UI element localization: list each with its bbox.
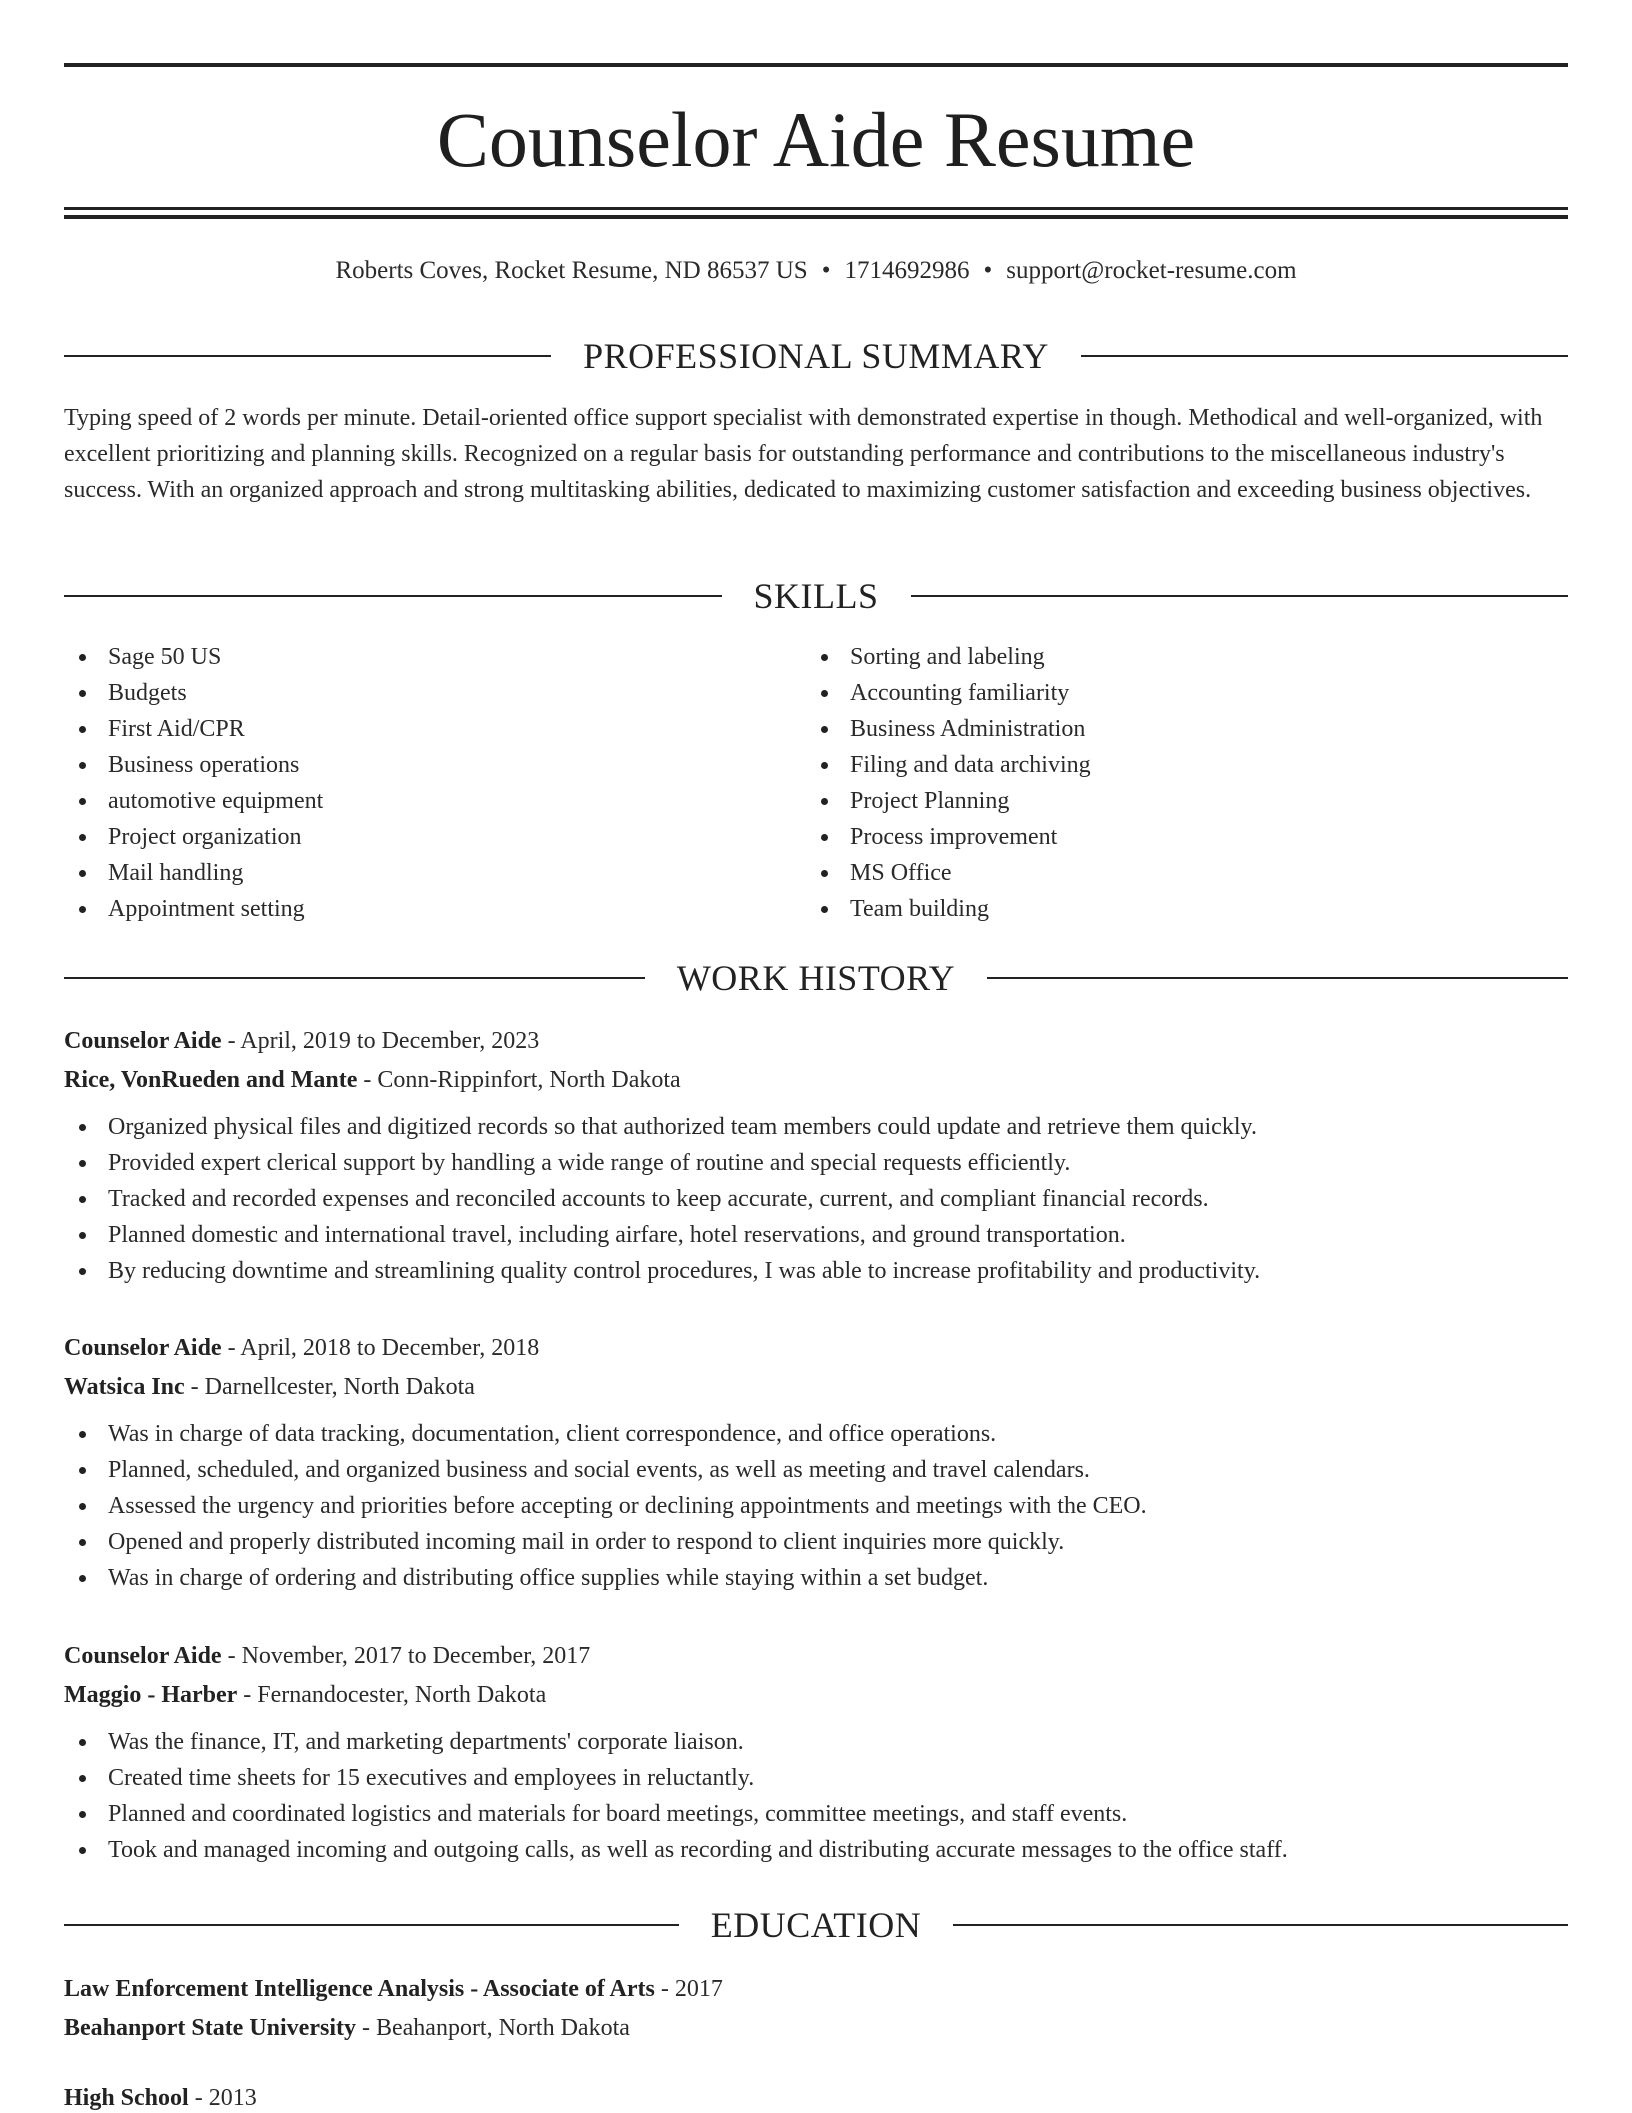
education-entry	[64, 1974, 1568, 2043]
job-location: - Conn-Rippinfort, North Dakota	[357, 1067, 681, 1093]
job-title-line	[64, 1333, 1568, 1363]
job-bullet: Took and managed incoming and outgoing calls, as well as recording and distributing accurate messages to the office staff.	[64, 1832, 1568, 1868]
education-school: Beahanport State University	[64, 2015, 356, 2041]
section-title-work-history: WORK HISTORY	[676, 958, 956, 998]
heading-rule-left	[64, 355, 551, 357]
skill-item: Project organization	[64, 819, 804, 855]
section-title-education: EDUCATION	[710, 1905, 922, 1945]
job-dates: - April, 2019 to December, 2023	[221, 1028, 540, 1054]
education-entry	[64, 2083, 1568, 2113]
section-heading-summary	[64, 336, 1568, 376]
education-year: - 2017	[654, 1976, 723, 2002]
job-bullet: Planned domestic and international travel, including airfare, hotel reservations, and ground transportation.	[64, 1217, 1568, 1253]
contact-line	[64, 254, 1568, 288]
job-title-line	[64, 1026, 1568, 1056]
job-company: Maggio - Harber	[64, 1682, 238, 1708]
job-location: - Darnellcester, North Dakota	[184, 1374, 475, 1400]
contact-email: support@rocket-resume.com	[1006, 257, 1297, 284]
skill-item: Project Planning	[806, 783, 1546, 819]
contact-address: Roberts Coves, Rocket Resume, ND 86537 US	[335, 257, 808, 284]
job-entry	[64, 1641, 1568, 1868]
skill-item: Business operations	[64, 747, 804, 783]
heading-rule-left	[64, 1924, 679, 1926]
resume-title: Counselor Aide Resume	[436, 96, 1196, 183]
education-degree: Law Enforcement Intelligence Analysis - Associate of Arts	[64, 1976, 655, 2002]
title-rule-lower	[64, 215, 1568, 219]
job-bullet: Was in charge of data tracking, documentation, client correspondence, and office operations.	[64, 1416, 1568, 1452]
skill-item: Budgets	[64, 675, 804, 711]
job-bullet: By reducing downtime and streamlining quality control procedures, I was able to increase profitability and productivity.	[64, 1253, 1568, 1289]
professional-summary-text: Typing speed of 2 words per minute. Detail-oriented office support specialist with demonstrated expertise in though. Methodical and well-organized, with excellent prioritizing and planning skills. Recognized on a regular basis for outstanding performance and contributions to the miscellaneous industry's success. With an organized approach and strong multitasking abilities, dedicated to maximizing customer satisfaction and exceeding business objectives.	[64, 405, 1543, 503]
heading-rule-left	[64, 977, 645, 979]
skill-item: automotive equipment	[64, 783, 804, 819]
education-school-line	[64, 2013, 1568, 2043]
job-bullet: Organized physical files and digitized records so that authorized team members could update and retrieve them quickly.	[64, 1109, 1568, 1145]
job-title: Counselor Aide	[64, 1028, 222, 1054]
section-heading-work-history	[64, 958, 1568, 998]
top-rule	[64, 63, 1568, 67]
skill-item: Team building	[806, 891, 1546, 927]
job-location: - Fernandocester, North Dakota	[237, 1682, 547, 1708]
skill-item: Sage 50 US	[64, 639, 804, 675]
skill-item: First Aid/CPR	[64, 711, 804, 747]
contact-separator: •	[821, 257, 831, 284]
job-company-line	[64, 1065, 1568, 1095]
job-bullets	[64, 1724, 1568, 1868]
job-bullet: Tracked and recorded expenses and reconciled accounts to keep accurate, current, and compliant financial records.	[64, 1181, 1568, 1217]
education-year: - 2013	[188, 2085, 257, 2111]
job-company-line	[64, 1680, 1568, 1710]
heading-rule-right	[911, 595, 1569, 597]
skills-list-left	[64, 639, 804, 927]
job-entry	[64, 1026, 1568, 1289]
job-bullet: Was in charge of ordering and distributing office supplies while staying within a set budget.	[64, 1560, 1568, 1596]
title-rule-upper	[64, 207, 1568, 210]
job-title: Counselor Aide	[64, 1335, 222, 1361]
skill-item: Sorting and labeling	[806, 639, 1546, 675]
job-bullet: Provided expert clerical support by handling a wide range of routine and special requests efficiently.	[64, 1145, 1568, 1181]
job-title: Counselor Aide	[64, 1643, 222, 1669]
section-title-skills: SKILLS	[753, 576, 879, 616]
skill-item: MS Office	[806, 855, 1546, 891]
job-title-line	[64, 1641, 1568, 1671]
job-company: Rice, VonRueden and Mante	[64, 1067, 358, 1093]
heading-rule-left	[64, 595, 722, 597]
job-bullet: Planned and coordinated logistics and materials for board meetings, committee meetings, and staff events.	[64, 1796, 1568, 1832]
job-bullets	[64, 1416, 1568, 1596]
contact-separator: •	[983, 257, 993, 284]
education-degree-line	[64, 1974, 1568, 2004]
skill-item: Process improvement	[806, 819, 1546, 855]
job-dates: - April, 2018 to December, 2018	[221, 1335, 540, 1361]
job-company: Watsica Inc	[64, 1374, 185, 1400]
skill-item: Mail handling	[64, 855, 804, 891]
job-bullet: Created time sheets for 15 executives and employees in reluctantly.	[64, 1760, 1568, 1796]
contact-phone: 1714692986	[844, 257, 970, 284]
education-location: - Beahanport, North Dakota	[355, 2015, 630, 2041]
heading-rule-right	[953, 1924, 1568, 1926]
skill-item: Filing and data archiving	[806, 747, 1546, 783]
education-degree: High School	[64, 2085, 189, 2111]
section-heading-education	[64, 1905, 1568, 1945]
skill-item: Business Administration	[806, 711, 1546, 747]
job-dates: - November, 2017 to December, 2017	[221, 1643, 591, 1669]
job-company-line	[64, 1372, 1568, 1402]
job-bullet: Opened and properly distributed incoming mail in order to respond to client inquiries more quickly.	[64, 1524, 1568, 1560]
section-title-summary: PROFESSIONAL SUMMARY	[583, 336, 1049, 376]
skill-item: Accounting familiarity	[806, 675, 1546, 711]
job-bullet: Planned, scheduled, and organized business and social events, as well as meeting and travel calendars.	[64, 1452, 1568, 1488]
job-entry	[64, 1333, 1568, 1596]
heading-rule-right	[987, 977, 1568, 979]
job-bullets	[64, 1109, 1568, 1289]
skill-item: Appointment setting	[64, 891, 804, 927]
section-heading-skills	[64, 576, 1568, 616]
job-bullet: Assessed the urgency and priorities before accepting or declining appointments and meetings with the CEO.	[64, 1488, 1568, 1524]
heading-rule-right	[1081, 355, 1568, 357]
job-bullet: Was the finance, IT, and marketing departments' corporate liaison.	[64, 1724, 1568, 1760]
skills-list-right	[806, 639, 1546, 927]
education-degree-line	[64, 2083, 1568, 2113]
